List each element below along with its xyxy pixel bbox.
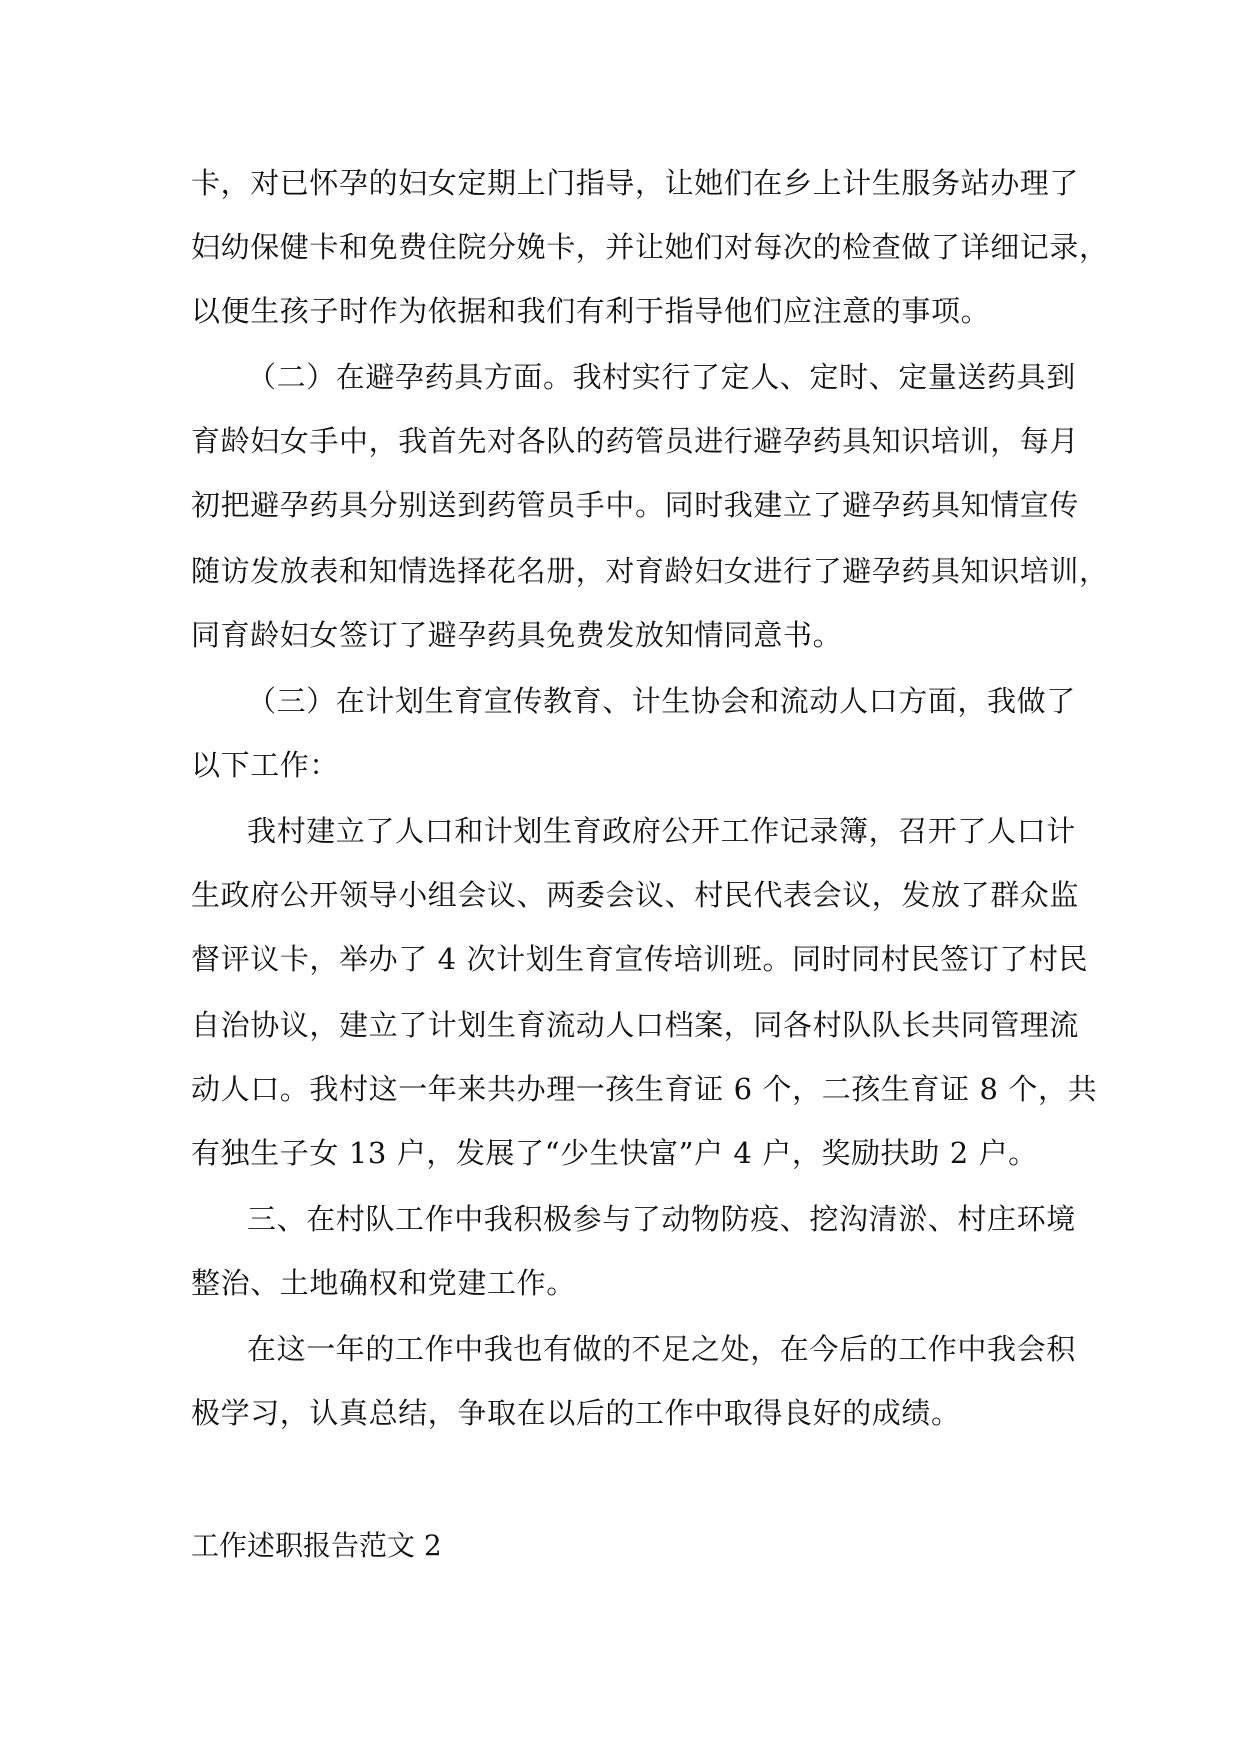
body-line: 整治、土地确权和党建工作。 — [191, 1266, 576, 1300]
body-line: 动人口。我村这一年来共办理一孩生育证 6 个，二孩生育证 8 个，共 — [191, 1072, 1098, 1106]
body-line: 同育龄妇女签订了避孕药具免费发放知情同意书。 — [191, 618, 843, 652]
body-line: 初把避孕药具分别送到药管员手中。同时我建立了避孕药具知情宣传 — [191, 488, 1080, 522]
body-line: 生政府公开领导小组会议、两委会议、村民代表会议，发放了群众监 — [191, 878, 1080, 912]
body-line: 妇幼保健卡和免费住院分娩卡，并让她们对每次的检查做了详细记录， — [191, 230, 1109, 264]
body-line: （二）在避孕药具方面。我村实行了定人、定时、定量送药具到 — [247, 360, 1076, 394]
body-line: 在这一年的工作中我也有做的不足之处，在今后的工作中我会积 — [247, 1332, 1076, 1366]
body-line: 自治协议，建立了计划生育流动人口档案，同各村队队长共同管理流 — [191, 1008, 1080, 1042]
body-line: 我村建立了人口和计划生育政府公开工作记录簿，召开了人口计 — [247, 814, 1076, 848]
body-line: 以便生孩子时作为依据和我们有利于指导他们应注意的事项。 — [191, 294, 991, 328]
body-line: 三、在村队工作中我积极参与了动物防疫、挖沟清淤、村庄环境 — [247, 1202, 1076, 1236]
body-line: 以下工作： — [191, 748, 340, 782]
body-line: 有独生子女 13 户，发展了“少生快富”户 4 户，奖励扶助 2 户。 — [191, 1136, 1038, 1170]
body-line: （三）在计划生育宣传教育、计生协会和流动人口方面，我做了 — [247, 684, 1076, 718]
section-heading: 工作述职报告范文 2 — [191, 1529, 442, 1562]
body-line: 育龄妇女手中，我首先对各队的药管员进行避孕药具知识培训，每月 — [191, 424, 1080, 458]
body-line: 督评议卡，举办了 4 次计划生育宣传培训班。同时同村民签订了村民 — [191, 942, 1089, 976]
body-line: 极学习，认真总结，争取在以后的工作中取得良好的成绩。 — [191, 1396, 961, 1430]
body-line: 卡，对已怀孕的妇女定期上门指导，让她们在乡上计生服务站办理了 — [191, 166, 1080, 200]
body-line: 随访发放表和知情选择花名册，对育龄妇女进行了避孕药具知识培训， — [191, 554, 1109, 588]
